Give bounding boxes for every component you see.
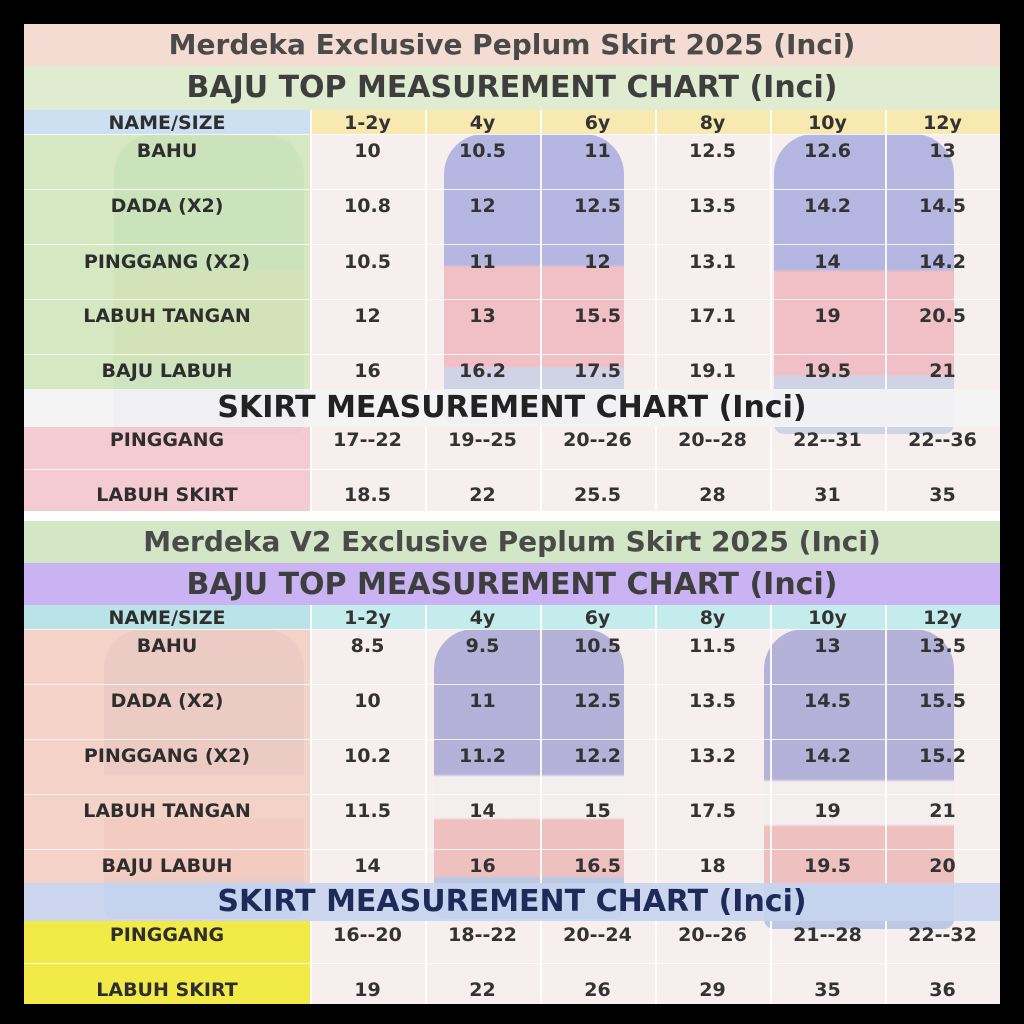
row-label: LABUH TANGAN <box>83 800 251 822</box>
cell-value: 19.1 <box>689 360 736 382</box>
grid-line <box>770 110 772 389</box>
cell-value: 16 <box>469 855 496 877</box>
cell-value: 10.8 <box>344 195 391 217</box>
cell-value: 12.6 <box>804 140 851 162</box>
cell-value: 11.5 <box>344 800 391 822</box>
cell-value: 13 <box>929 140 956 162</box>
size-header: 4y <box>469 112 496 134</box>
cell-value: 14.2 <box>804 745 851 767</box>
grid-line <box>24 134 1000 135</box>
skirt-chart-title: SKIRT MEASUREMENT CHART (Inci) <box>217 884 807 919</box>
size-header: 6y <box>584 607 611 629</box>
size-header: 10y <box>808 112 847 134</box>
cell-value: 13.2 <box>689 745 736 767</box>
cell-value: 29 <box>699 979 726 1001</box>
cell-value: 36 <box>929 979 956 1001</box>
skirt-chart-title: SKIRT MEASUREMENT CHART (Inci) <box>217 390 807 425</box>
cell-value: 16--20 <box>333 924 402 946</box>
grid-line <box>24 299 1000 300</box>
cell-value: 12.5 <box>574 690 621 712</box>
cell-value: 13.5 <box>689 195 736 217</box>
grid-line <box>310 110 312 389</box>
cell-value: 13 <box>469 305 496 327</box>
grid-line <box>24 963 1000 964</box>
cell-value: 18 <box>699 855 726 877</box>
cell-value: 19.5 <box>804 360 851 382</box>
cell-value: 15.5 <box>574 305 621 327</box>
cell-value: 20.5 <box>919 305 966 327</box>
cell-value: 20 <box>929 855 956 877</box>
cell-value: 17.5 <box>689 800 736 822</box>
cell-value: 10.5 <box>344 251 391 273</box>
size-header: 4y <box>469 607 496 629</box>
cell-value: 9.5 <box>465 635 500 657</box>
cell-value: 17--22 <box>333 429 402 451</box>
cell-value: 19.5 <box>804 855 851 877</box>
grid-line <box>540 110 542 389</box>
cell-value: 14 <box>814 251 841 273</box>
cell-value: 28 <box>699 484 726 506</box>
header-label: NAME/SIZE <box>108 607 226 629</box>
cell-value: 14 <box>354 855 381 877</box>
cell-value: 21 <box>929 360 956 382</box>
cell-value: 12.2 <box>574 745 621 767</box>
size-header: 8y <box>699 112 726 134</box>
grid-line <box>885 110 887 389</box>
grid-line <box>24 794 1000 795</box>
cell-value: 20--26 <box>563 429 632 451</box>
cell-value: 10.2 <box>344 745 391 767</box>
cell-value: 13 <box>814 635 841 657</box>
row-label: PINGGANG (X2) <box>83 745 251 767</box>
grid-line <box>24 739 1000 740</box>
grid-line <box>24 684 1000 685</box>
top-chart-title: BAJU TOP MEASUREMENT CHART (Inci) <box>186 567 838 602</box>
cell-value: 14 <box>469 800 496 822</box>
cell-value: 31 <box>814 484 841 506</box>
cell-value: 22--32 <box>908 924 977 946</box>
cell-value: 22--31 <box>793 429 862 451</box>
cell-value: 11 <box>584 140 611 162</box>
size-header: 12y <box>923 607 962 629</box>
size-header: 8y <box>699 607 726 629</box>
row-label: DADA (X2) <box>110 690 224 712</box>
cell-value: 22--36 <box>908 429 977 451</box>
chart-title: Merdeka V2 Exclusive Peplum Skirt 2025 (Inci) <box>143 525 881 558</box>
cell-value: 13.5 <box>919 635 966 657</box>
cell-value: 12.5 <box>574 195 621 217</box>
cell-value: 14.2 <box>919 251 966 273</box>
grid-line <box>655 605 657 883</box>
chart-divider <box>24 511 1000 521</box>
row-label: LABUH SKIRT <box>96 484 238 506</box>
grid-line <box>24 189 1000 190</box>
grid-line <box>425 605 427 883</box>
cell-value: 22 <box>469 484 496 506</box>
grid-line <box>770 605 772 883</box>
cell-value: 11.5 <box>689 635 736 657</box>
cell-value: 35 <box>929 484 956 506</box>
cell-value: 21 <box>929 800 956 822</box>
row-label: BAJU LABUH <box>101 360 233 382</box>
size-header: 1-2y <box>344 112 391 134</box>
cell-value: 22 <box>469 979 496 1001</box>
cell-value: 14.2 <box>804 195 851 217</box>
grid-line <box>655 110 657 389</box>
row-label: BAJU LABUH <box>101 855 233 877</box>
cell-value: 17.1 <box>689 305 736 327</box>
cell-value: 10 <box>354 690 381 712</box>
cell-value: 12 <box>354 305 381 327</box>
cell-value: 19 <box>814 800 841 822</box>
size-chart-2 <box>24 521 1000 1004</box>
cell-value: 15 <box>584 800 611 822</box>
grid-line <box>310 605 312 883</box>
cell-value: 16.5 <box>574 855 621 877</box>
cell-value: 11 <box>469 690 496 712</box>
cell-value: 18.5 <box>344 484 391 506</box>
cell-value: 10.5 <box>459 140 506 162</box>
grid-line <box>24 849 1000 850</box>
row-label: BAHU <box>136 635 198 657</box>
cell-value: 10 <box>354 140 381 162</box>
row-label: LABUH TANGAN <box>83 305 251 327</box>
cell-value: 14.5 <box>804 690 851 712</box>
cell-value: 19--25 <box>448 429 517 451</box>
row-label: DADA (X2) <box>110 195 224 217</box>
row-label: PINGGANG (X2) <box>83 251 251 273</box>
cell-value: 15.2 <box>919 745 966 767</box>
cell-value: 12.5 <box>689 140 736 162</box>
row-label: BAHU <box>136 140 198 162</box>
cell-value: 20--26 <box>678 924 747 946</box>
grid-line <box>24 354 1000 355</box>
cell-value: 13.1 <box>689 251 736 273</box>
cell-value: 26 <box>584 979 611 1001</box>
cell-value: 12 <box>584 251 611 273</box>
cell-value: 8.5 <box>350 635 385 657</box>
grid-line <box>24 469 1000 470</box>
cell-value: 14.5 <box>919 195 966 217</box>
cell-value: 11 <box>469 251 496 273</box>
header-label: NAME/SIZE <box>108 112 226 134</box>
cell-value: 13.5 <box>689 690 736 712</box>
grid-line <box>24 629 1000 630</box>
grid-line <box>24 244 1000 245</box>
cell-value: 11.2 <box>459 745 506 767</box>
cell-value: 20--24 <box>563 924 632 946</box>
cell-value: 19 <box>814 305 841 327</box>
cell-value: 35 <box>814 979 841 1001</box>
size-chart-1 <box>24 24 1000 511</box>
cell-value: 12 <box>469 195 496 217</box>
grid-line <box>425 110 427 389</box>
cell-value: 19 <box>354 979 381 1001</box>
cell-value: 15.5 <box>919 690 966 712</box>
cell-value: 16 <box>354 360 381 382</box>
cell-value: 16.2 <box>459 360 506 382</box>
cell-value: 25.5 <box>574 484 621 506</box>
row-label: PINGGANG <box>109 924 225 946</box>
cell-value: 18--22 <box>448 924 517 946</box>
size-header: 12y <box>923 112 962 134</box>
cell-value: 10.5 <box>574 635 621 657</box>
cell-value: 21--28 <box>793 924 862 946</box>
row-label: PINGGANG <box>109 429 225 451</box>
cell-value: 20--28 <box>678 429 747 451</box>
top-chart-title: BAJU TOP MEASUREMENT CHART (Inci) <box>186 70 838 105</box>
size-header: 6y <box>584 112 611 134</box>
size-header: 10y <box>808 607 847 629</box>
chart-title: Merdeka Exclusive Peplum Skirt 2025 (Inci) <box>168 28 856 61</box>
grid-line <box>540 605 542 883</box>
cell-value: 17.5 <box>574 360 621 382</box>
row-label: LABUH SKIRT <box>96 979 238 1001</box>
size-header: 1-2y <box>344 607 391 629</box>
grid-line <box>885 605 887 883</box>
